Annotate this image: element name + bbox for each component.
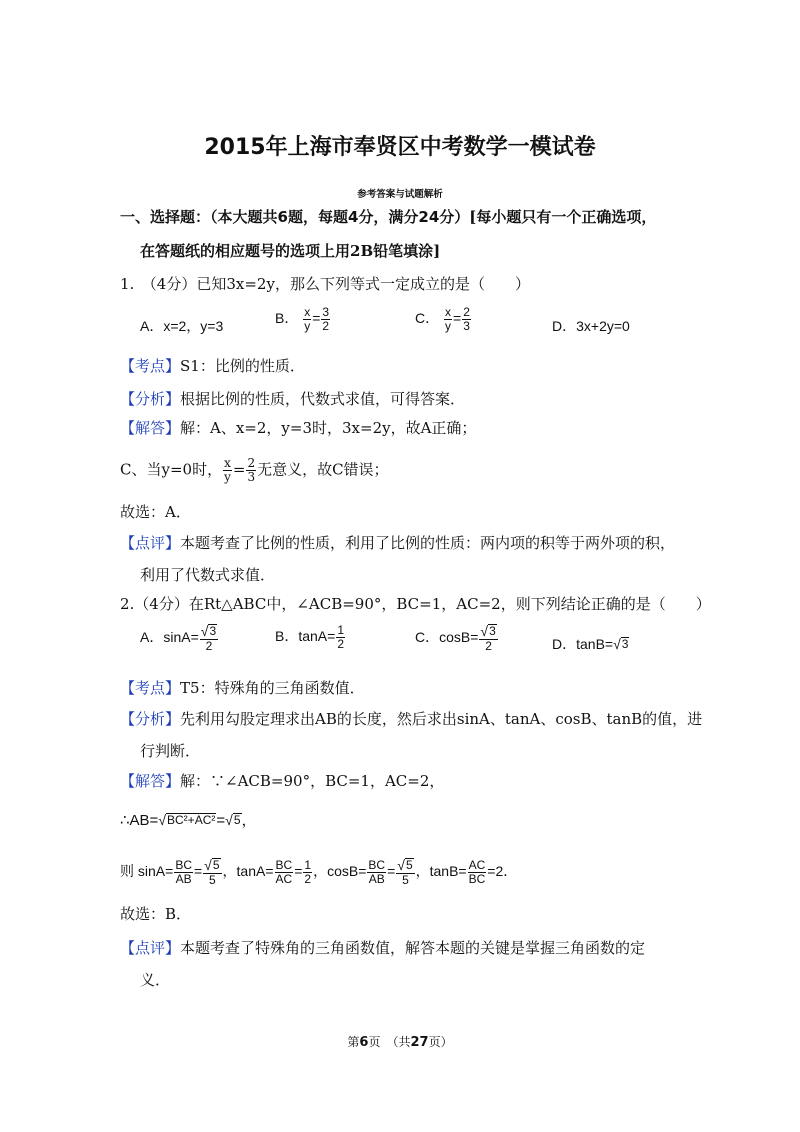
q1-option-c: C． $\frac{x}{y}$ = $\frac{2}{3}$ (415, 305, 470, 333)
q2-dianping: 【点评】本题考查了特殊角的三角函数值，解答本题的关键是掌握三角函数的定 (120, 939, 646, 957)
q2-option-b: B．tanA= $\frac{1}{2}$ (275, 623, 345, 651)
q2-kaodian: 【考点】T5：特殊角的三角函数值． (120, 679, 365, 697)
q1-stem: 1. （4分）已知3x=2y，那么下列等式一定成立的是（ ） (120, 275, 530, 293)
section-note-line2: 在答题纸的相应题号的选项上用2B铅笔填涂] (140, 242, 441, 260)
q2-stem: 2.（4分）在Rt△ABC中，∠ACB=90°，BC=1，AC=2，则下列结论正确的是（ ） (120, 595, 711, 613)
q1-fenxi: 【分析】根据比例的性质，代数式求值，可得答案． (120, 390, 466, 408)
page-footer: 第6页 （共27页） (347, 1035, 453, 1050)
q1-dianping: 【点评】本题考查了比例的性质，利用了比例的性质：两内项的积等于两外项的积， (120, 534, 676, 552)
q1-b-lhs-fraction: $\frac{x}{y}$ (304, 305, 311, 333)
q2-jieda: 【解答】解：∵∠ACB=90°，BC=1，AC=2， (120, 772, 445, 790)
dianping-tag: 【点评】 (120, 534, 181, 552)
q1-option-a: A．x=2，y=3 (140, 318, 224, 334)
q1-jieda: 【解答】解：A、x=2，y=3时，3x=2y，故A正确； (120, 419, 477, 437)
dianping-tag: 【点评】 (120, 939, 181, 957)
fenxi-tag: 【分析】 (120, 390, 181, 408)
q1-c-rhs-fraction: $\frac{2}{3}$ (463, 305, 470, 333)
q1-line-c-rhs-fraction: $\frac{2}{3}$ (247, 456, 256, 484)
q1-kaodian: 【考点】S1：比例的性质． (120, 357, 305, 375)
page-title: 2015年上海市奉贤区中考数学一模试卷 (204, 135, 596, 160)
total-pages: 27 (410, 1035, 429, 1050)
q2-ab-line: ∴AB= √ BC²+AC² = √ 5 ， (120, 812, 257, 829)
q2-ab-result-sqrt: √ 5 (225, 812, 241, 828)
kaodian-tag: 【考点】 (120, 679, 181, 697)
jieda-tag: 【解答】 (120, 772, 181, 790)
q1-line-c: C、当y=0时， $\frac{x}{y}$ = $\frac{2}{3}$ 无意义，故C错误； (120, 456, 389, 484)
q1-line-c-lhs-fraction: $\frac{x}{y}$ (224, 456, 231, 484)
q2-answer: 故选：B． (120, 905, 192, 923)
fenxi-tag: 【分析】 (120, 710, 181, 728)
q1-c-lhs-fraction: $\frac{x}{y}$ (445, 305, 452, 333)
q2-fenxi: 【分析】先利用勾股定理求出AB的长度，然后求出sinA、tanA、cosB、tanB的值，进 (120, 710, 703, 728)
q2-c-fraction: √ 3 2 (480, 623, 496, 653)
q2-ratio-line: 则 sinA= $\frac{BC}{AB}$ = √ 5 5 ，tanA= $\frac{BC}{AC}$ = $\frac{1}{2}$ ，cosB= $\frac{BC}{AB}$ = √ 5 5 ，tanB= $\frac{AC}{BC}$ =2． (120, 857, 518, 887)
section-heading (120, 206, 656, 228)
q2-ab-sqrt: √ BC²+AC² (158, 812, 216, 828)
q1-b-rhs-fraction: $\frac{3}{2}$ (322, 305, 330, 333)
q2-fenxi-line2: 行判断． (140, 742, 201, 760)
q2-b-fraction: $\frac{1}{2}$ (337, 623, 345, 651)
q2-d-sqrt: √ 3 (613, 636, 629, 652)
current-page: 6 (359, 1035, 369, 1050)
kaodian-tag: 【考点】 (120, 357, 181, 375)
q2-option-a: A．sinA= √ 3 2 (140, 623, 217, 653)
q2-dianping-line2: 义． (140, 971, 171, 989)
q2-option-c: C．cosB= √ 3 2 (415, 623, 496, 653)
q1-answer: 故选：A． (120, 503, 191, 521)
q2-a-fraction: √ 3 2 (200, 623, 217, 653)
section-head-text: 一、选择题：（本大题共6题，每题4分，满分24分） (120, 208, 470, 226)
q1-b-label: B． (275, 310, 299, 327)
section-note: [每小题只有一个正确选项， (469, 208, 657, 226)
q1-option-b: B． $\frac{x}{y}$ = $\frac{3}{2}$ (275, 305, 330, 333)
q2-option-d: D．tanB= √ 3 (552, 636, 629, 652)
jieda-tag: 【解答】 (120, 419, 181, 437)
page-subtitle: 参考答案与试题解析 (357, 189, 443, 200)
q1-option-d: D．3x+2y=0 (552, 318, 630, 334)
q1-dianping-line2: 利用了代数式求值． (140, 566, 276, 584)
q1-c-label: C． (415, 310, 440, 327)
